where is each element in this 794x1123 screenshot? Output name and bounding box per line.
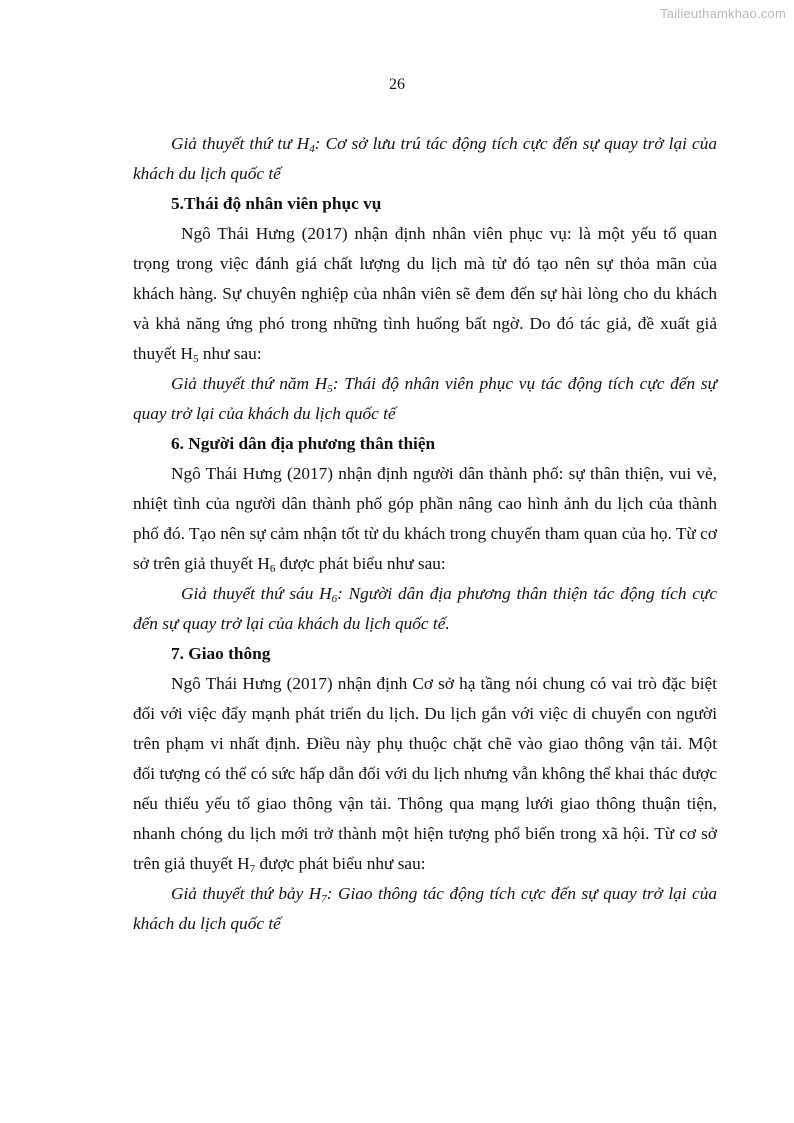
section-heading-7: 7. Giao thông	[171, 644, 271, 663]
hypothesis-h4: Giả thuyết thứ tư $H_4$: Cơ sở lưu trú tác động tích cực đến sự quay trở lại của khách du lịch quốc tế	[133, 134, 717, 183]
hypothesis-h6: Giả thuyết thứ sáu $H_6$: Người dân địa phương thân thiện tác động tích cực đến sự quay trở lại của khách du lịch quốc tế.	[133, 584, 718, 633]
section-heading-6: 6. Người dân địa phương thân thiện	[171, 434, 436, 453]
hypothesis-h7: Giả thuyết thứ bảy $H_7$: Giao thông tác động tích cực đến sự quay trở lại của khách du lịch quốc tế	[133, 884, 717, 933]
document-body	[133, 129, 717, 939]
hypothesis-h5: Giả thuyết thứ năm $H_5$: Thái độ nhân viên phục vụ tác động tích cực đến sự quay trở lại của khách du lịch quốc tế	[133, 374, 717, 423]
page-number: 26	[389, 76, 405, 93]
section-heading-5: 5.Thái độ nhân viên phục vụ	[171, 194, 382, 213]
watermark: Tailieuthamkhao.com	[660, 6, 786, 21]
paragraph-section-6: Ngô Thái Hưng (2017) nhận định người dân thành phố: sự thân thiện, vui vẻ, nhiệt tình của người dân thành phố góp phần nâng cao hình ảnh du lịch của thành phố đó. Tạo nên sự cảm nhận tốt từ du khách trong chuyến tham quan của họ. Từ cơ sở trên giả thuyết $H_6$ được phát biểu như sau:	[133, 464, 717, 575]
paragraph-section-5: Ngô Thái Hưng (2017) nhận định nhân viên phục vụ: là một yếu tố quan trọng trong việc đánh giá chất lượng du lịch mà từ đó tạo nên sự thỏa mãn của khách hàng. Sự chuyên nghiệp của nhân viên sẽ đem đến sự hài lòng cho du khách và khả năng ứng phó trong những tình huống bất ngờ. Do đó tác giả, đề xuất giả thuyết $H_5$ như sau:	[133, 224, 717, 365]
paragraph-section-7: Ngô Thái Hưng (2017) nhận định Cơ sở hạ tầng nói chung có vai trò đặc biệt đối với việc đẩy mạnh phát triển du lịch. Du lịch gắn với việc di chuyển con người trên phạm vi nhất định. Điều này phụ thuộc chặt chẽ vào giao thông vận tải. Một đối tượng có thể có sức hấp dẫn đối với du lịch nhưng vẫn không thể khai thác được nếu thiếu yếu tố giao thông vận tải. Thông qua mạng lưới giao thông thuận tiện, nhanh chóng du lịch mới trở thành một hiện tượng phổ biến trong xã hội. Từ cơ sở trên giả thuyết $H_7$ được phát biểu như sau:	[133, 674, 717, 875]
